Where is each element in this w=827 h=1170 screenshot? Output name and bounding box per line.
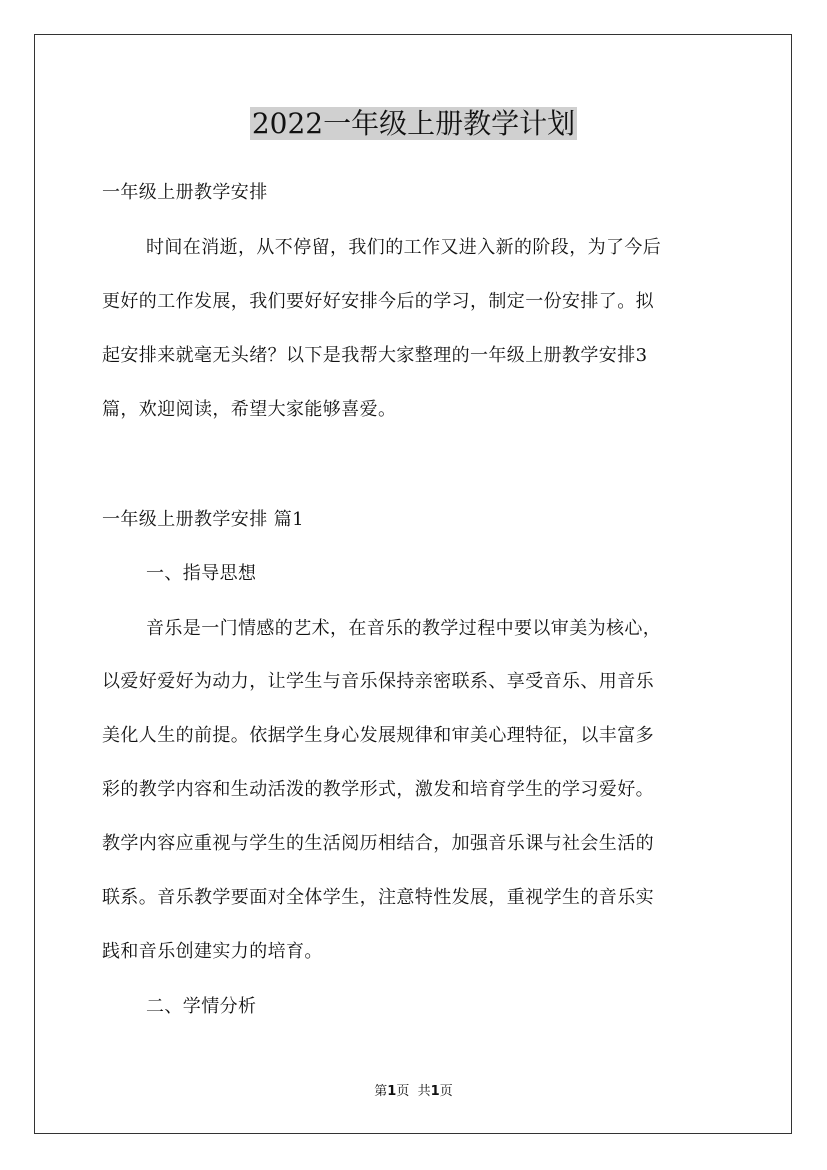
part1-line-3: 美化人生的前提。依据学生身心发展规律和审美心理特征，以丰富多 [102, 725, 654, 746]
part1-heading: 一、指导思想 [146, 563, 257, 584]
page-footer [0, 1082, 827, 1102]
intro-line-2: 更好的工作发展，我们要好好安排今后的学习，制定一份安排了。拟 [102, 291, 654, 312]
document-title [0, 104, 827, 144]
document-title-text: 2022一年级上册教学计划 [251, 107, 576, 140]
intro-line-4: 篇，欢迎阅读，希望大家能够喜爱。 [102, 399, 397, 420]
part2-heading: 二、学情分析 [146, 996, 257, 1017]
total-pages: 1 [430, 1084, 440, 1099]
intro-line-1: 时间在消逝，从不停留，我们的工作又进入新的阶段，为了今后 [146, 237, 662, 258]
part1-line-7: 践和音乐创建实力的培育。 [102, 941, 323, 962]
intro-heading: 一年级上册教学安排 [102, 182, 268, 203]
total-label-suffix: 页 [439, 1084, 453, 1099]
part1-line-4: 彩的教学内容和生动活泼的教学形式，激发和培育学生的学习爱好。 [102, 779, 654, 800]
part1-line-2: 以爱好爱好为动力，让学生与音乐保持亲密联系、享受音乐、用音乐 [102, 671, 654, 692]
page-label-suffix: 页 [396, 1084, 410, 1099]
part1-line-1: 音乐是一门情感的艺术，在音乐的教学过程中要以审美为核心， [146, 618, 662, 639]
part1-line-5: 教学内容应重视与学生的生活阅历相结合，加强音乐课与社会生活的 [102, 833, 654, 854]
part1-line-6: 联系。音乐教学要面对全体学生，注意特性发展，重视学生的音乐实 [102, 887, 654, 908]
total-label-prefix: 共 [417, 1084, 431, 1099]
page-label-prefix: 第 [374, 1084, 388, 1099]
section-heading: 一年级上册教学安排 篇1 [102, 509, 304, 530]
page-number: 1 [387, 1084, 397, 1099]
intro-line-3: 起安排来就毫无头绪？以下是我帮大家整理的一年级上册教学安排3 [102, 345, 648, 366]
